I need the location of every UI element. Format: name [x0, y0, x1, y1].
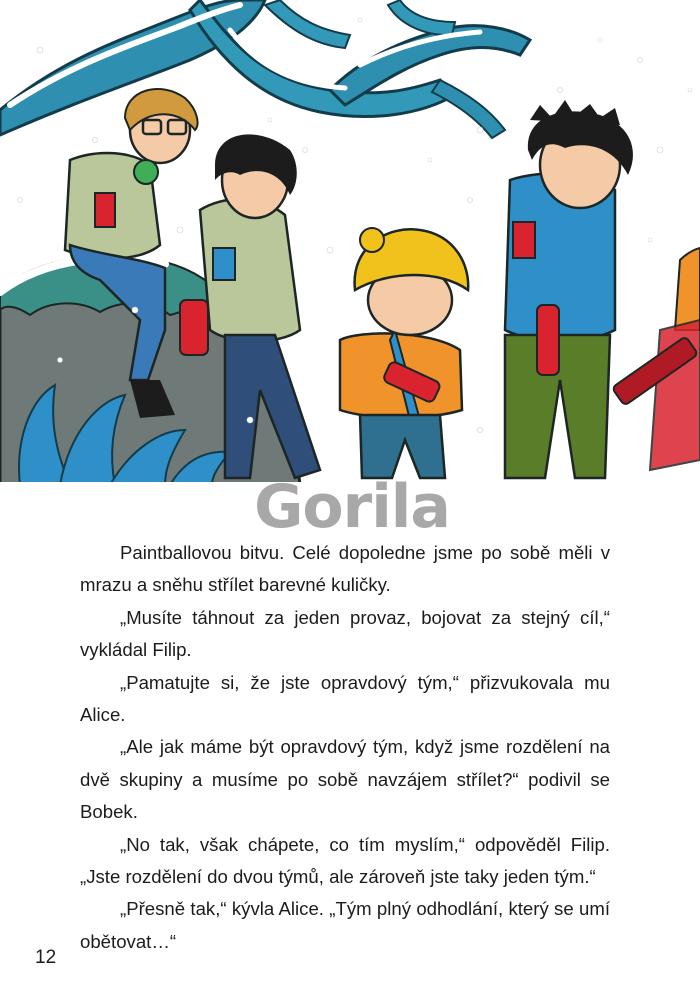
paragraph: Paintballovou bitvu. Celé dopoledne jsme po sobě měli v mrazu a sněhu střílet barevné kuličky.	[80, 542, 610, 596]
paragraph: „Ale jak máme být opravdový tým, když jsme rozdělení na dvě skupiny a musíme po sobě navzájem střílet?“ podivil se Bobek.	[80, 736, 610, 823]
cover-illustration	[0, 0, 700, 490]
paragraph: „Pamatujte si, že jste opravdový tým,“ přizvukovala mu Alice.	[80, 671, 610, 726]
publisher-watermark: Gorila	[254, 472, 450, 542]
paragraph: „No tak, však chápete, co tím myslím,“ odpověděl Filip. „Jste rozdělení do dvou týmů, ale zároveň jste taky jeden tým.“	[80, 833, 610, 888]
paragraph: „Musíte táhnout za jeden provaz, bojovat za stejný cíl,“ vykládal Filip.	[80, 606, 610, 661]
paragraph: „Přesně tak,“ kývla Alice. „Tým plný odhodlání, který se umí obětovat…“	[80, 898, 610, 952]
story-text	[80, 537, 610, 958]
page-number: 12	[35, 947, 57, 968]
